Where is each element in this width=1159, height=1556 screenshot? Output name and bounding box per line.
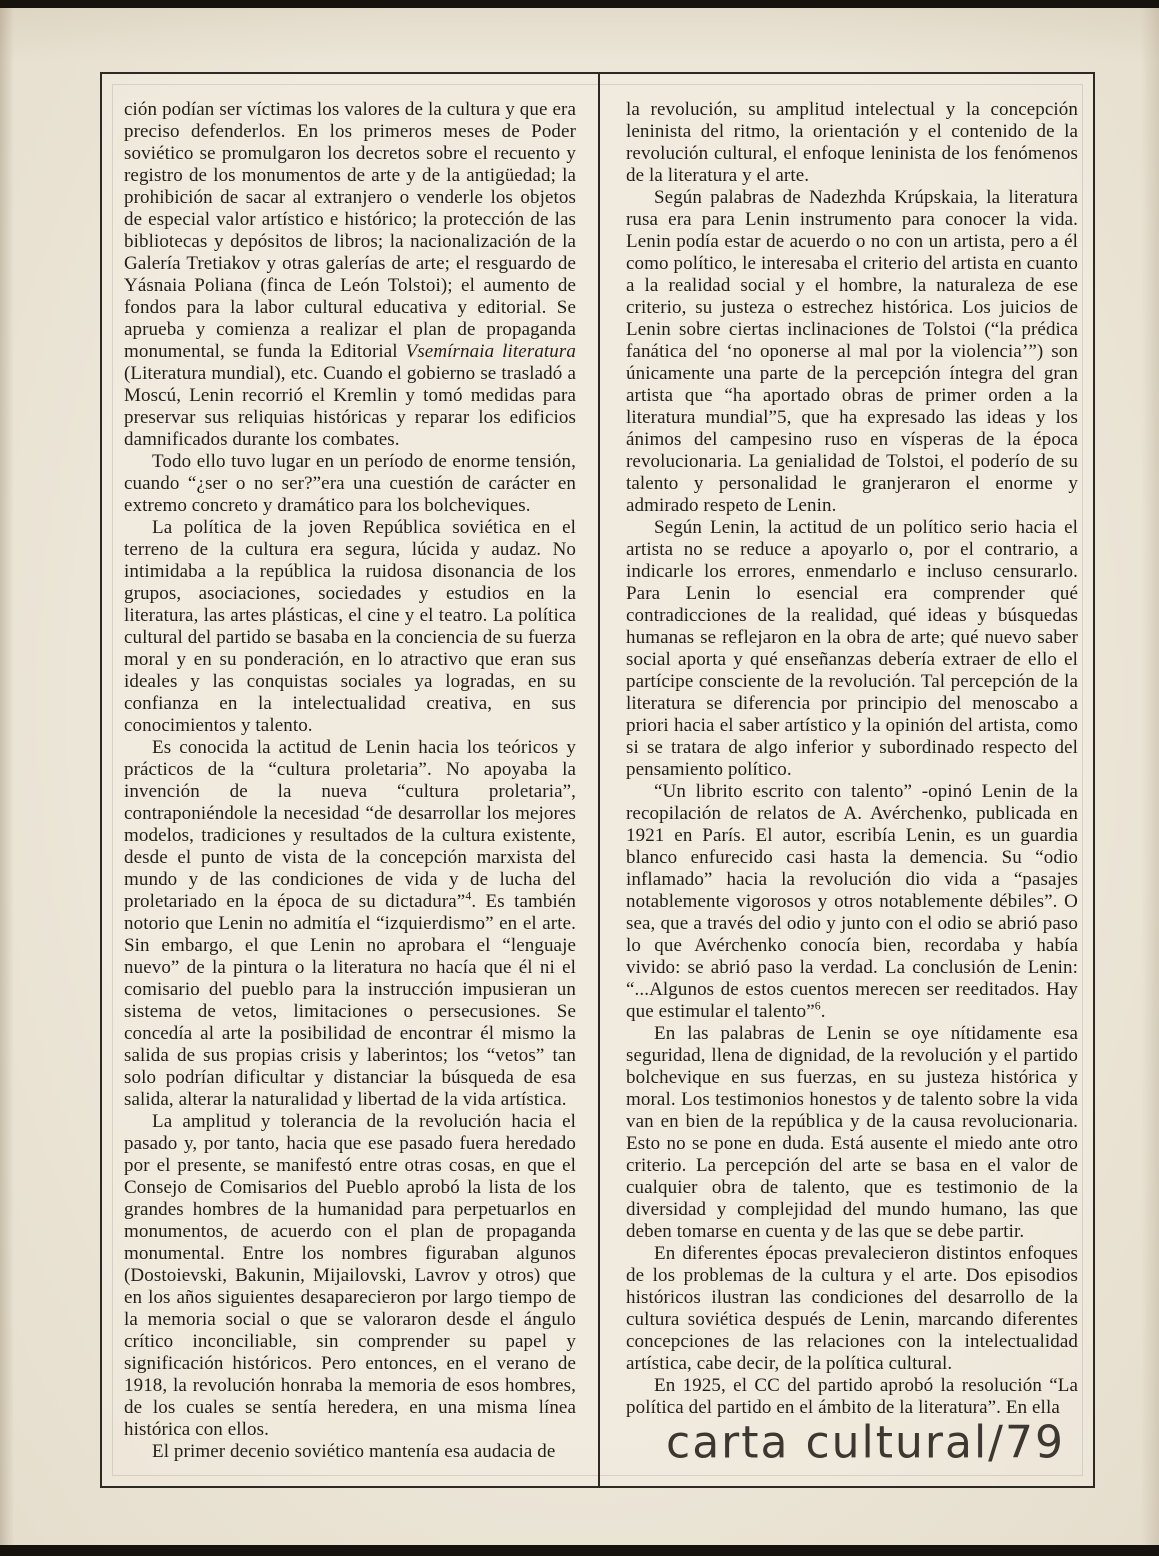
text-segment: Según palabras de Nadezhda Krúpskaia, la literatura rusa era para Lenin instrumento para conocer la vida. Lenin podía estar de acuerdo o no con un artista, pero a él como político, le interesaba el criterio del artista en cuanto a la realidad social y el hombre, la naturaleza de ese criterio, su justeza o estrechez histórica. Los juicios de Lenin sobre ciertas inclinaciones de Tolstoi (“la prédica fanática del ‘no oponerse al mal por la violencia’”) son únicamente una parte de la percepción íntegra del gran artista que “ha aportado obras de primer orden a la literatura mundial”5, que ha expresado las ideas y los ánimos del campesino ruso en vísperas de la época revolucionaria. La genialidad de Tolstoi, el poderío de su talento y personalidad le granjeraron el enorme y admirado respeto de Lenin. [626, 187, 1078, 516]
text-segment: Según Lenin, la actitud de un político serio hacia el artista no se reduce a apoyarlo o, por el contrario, a indicarle los errores, enmendarlo e incluso censurarlo. Para Lenin lo esencial era comprender qué contradicciones de la realidad, qué ideas y búsquedas humanas se reflejaron en la obra de arte; qué nuevo saber social aporta y qué enseñanzas debería extraer de ello el partícipe consciente de la revolución. Tal percepción de la literatura se diferencia por principio del menoscabo a priori hacia el saber artístico y la opinión del artista, como si se tratara de algo inferior y subordinado respecto del pensamiento político. [626, 517, 1078, 780]
text-segment: Vsemírnaia literatura [405, 341, 576, 362]
text-segment: (Literatura mundial), etc. Cuando el gobierno se trasladó a Moscú, Lenin recorrió el Kremlin y tomó medidas para preservar sus reliquias históricas y reparar los edificios damnificados durante los combates. [124, 363, 576, 450]
paragraph [626, 781, 1078, 1023]
text-segment: Es conocida la actitud de Lenin hacia los teóricos y prácticos de la “cultura proletaria”. No apoyaba la invención de la nueva “cultura proletaria”, contraponiéndole la necesidad “de desarrollar los mejores modelos, tradiciones y resultados de la cultura existente, desde el punto de vista de la concepción marxista del mundo y de las condiciones de vida y de lucha del proletariado en la época de su dictadura” [124, 737, 576, 912]
text-segment: “Un librito escrito con talento” -opinó Lenin de la recopilación de relatos de A. Avérchenko, publicada en 1921 en París. El autor, escribía Lenin, es un guardia blanco enfurecido casi hasta la demencia. Su “odio inflamado” hacia la revolución dio vida a “pasajes notablemente vigorosos y otros notablemente débiles”. O sea, que a través del odio y junto con el odio se abrió paso lo que Avérchenko conocía bien, recordaba y había vivido: se abrió paso la verdad. La conclusión de Lenin: “...Algunos de estos cuentos merecen ser reeditados. Hay que estimular el talento” [626, 781, 1078, 1022]
footnote-marker: 4 [465, 889, 472, 903]
paragraph [124, 1111, 576, 1441]
article-frame [100, 72, 1095, 1488]
paragraph [124, 737, 576, 1111]
paragraph [124, 1441, 576, 1463]
text-segment: . [820, 1001, 826, 1022]
article-column-right [626, 99, 1078, 1419]
paragraph [124, 451, 576, 517]
publication-footer-logo: carta cultural/79 [666, 1416, 1065, 1469]
text-segment: La amplitud y tolerancia de la revolución hacia el pasado y, por tanto, hacia que ese pasado fuera heredado por el presente, se manifestó entre otras cosas, en que el Consejo de Comisarios del Pueblo aprobó la lista de los grandes hombres de la humanidad para perpetuarlos en monumentos, de acuerdo con el plan de propaganda monumental. Entre los nombres figuraban algunos (Dostoievski, Bakunin, Mijailovski, Lavrov y otros) que en los años siguientes desaparecieron por largo tiempo de la memoria social o que se valoraron desde el ángulo crítico inconciliable, sin comprender su papel y significación históricos. Pero entonces, en el verano de 1918, la revolución honraba la memoria de esos hombres, de los cuales se sentía heredera, en una misma línea histórica con ellos. [124, 1111, 576, 1440]
paragraph [626, 1023, 1078, 1243]
text-segment: ción podían ser víctimas los valores de la cultura y que era preciso defenderlos. En los primeros meses de Poder soviético se promulgaron los decretos sobre el recuento y registro de los monumentos de arte y de la antigüedad; la prohibición de sacar al extranjero o venderle los objetos de especial valor artístico e histórico; la protección de las bibliotecas y depósitos de libros; la nacionalización de la Galería Tretiakov y otras galerías de arte; el resguardo de Yásnaia Poliana (finca de León Tolstoi); el aumento de fondos para la labor cultural educativa y editorial. Se aprueba y comienza a realizar el plan de propaganda monumental, se funda la Editorial [124, 99, 576, 362]
text-segment: . Es también notorio que Lenin no admitía el “izquierdismo” en el arte. Sin embargo, el que Lenin no aprobara el “lenguaje nuevo” de la pintura o la literatura no hacía que él ni el comisario del pueblo para la instrucción impusieran un sistema de vetos, limitaciones o persecusiones. Se concedía al arte la posibilidad de encontrar él mismo la salida de sus propias crisis y laberintos; los “vetos” tan solo podrían dificultar y distanciar la búsqueda de esa salida, alterar la naturalidad y libertad de la vida artística. [124, 891, 577, 1110]
paragraph [124, 517, 576, 737]
scan-edge-top [0, 0, 1159, 8]
paragraph [626, 1375, 1078, 1419]
paragraph [124, 99, 576, 451]
paragraph [626, 1243, 1078, 1375]
text-segment: la revolución, su amplitud intelectual y la concepción leninista del ritmo, la orientación y el contenido de la revolución cultural, el enfoque leninista de los fenómenos de la literatura y el arte. [626, 99, 1078, 186]
paragraph [626, 517, 1078, 781]
paragraph [626, 99, 1078, 187]
text-segment: En 1925, el CC del partido aprobó la resolución “La política del partido en el ámbito de la literatura”. En ella [626, 1375, 1078, 1418]
footnote-marker: 6 [814, 999, 821, 1013]
text-segment: El primer decenio soviético mantenía esa audacia de [152, 1441, 556, 1462]
text-segment: En las palabras de Lenin se oye nítidamente esa seguridad, llena de dignidad, de la revolución y el partido bolchevique en sus fuerzas, en su justeza histórica y moral. Los testimonios honestos y de talento sobre la vida van en bien de la república y de la causa revolucionaria. Esto no se pone en duda. Está ausente el miedo ante otro criterio. La percepción del arte se basa en el valor de cualquier obra de talento, que es testimonio de la diversidad y complejidad del mundo humano, las que deben tomarse en cuenta y de las que se debe partir. [626, 1023, 1078, 1242]
text-segment: En diferentes épocas prevalecieron distintos enfoques de los problemas de la cultura y el arte. Dos episodios históricos ilustran las condiciones del desarrollo de la cultura soviética después de Lenin, marcando diferentes concepciones de las relaciones con la intelectualidad artística, cabe decir, de la política cultural. [626, 1243, 1078, 1374]
column-divider-line [598, 74, 600, 1486]
paragraph [626, 187, 1078, 517]
text-segment: Todo ello tuvo lugar en un período de enorme tensión, cuando “¿ser o no ser?”era una cuestión de carácter en extremo concreto y dramático para los bolcheviques. [124, 451, 576, 516]
article-column-left [124, 99, 576, 1463]
text-segment: La política de la joven República soviética en el terreno de la cultura era segura, lúcida y audaz. No intimidaba a la república la ruidosa disonancia de los grupos, asociaciones, sociedades y estudios en la literatura, las artes plásticas, el cine y el teatro. La política cultural del partido se basaba en la conciencia de su fuerza moral y en su ponderación, en lo atractivo que eran sus ideales y las conquistas sociales ya logradas, en su confianza en la intelectualidad creativa, en sus conocimientos y talento. [124, 517, 576, 736]
scan-edge-bottom [0, 1545, 1159, 1556]
